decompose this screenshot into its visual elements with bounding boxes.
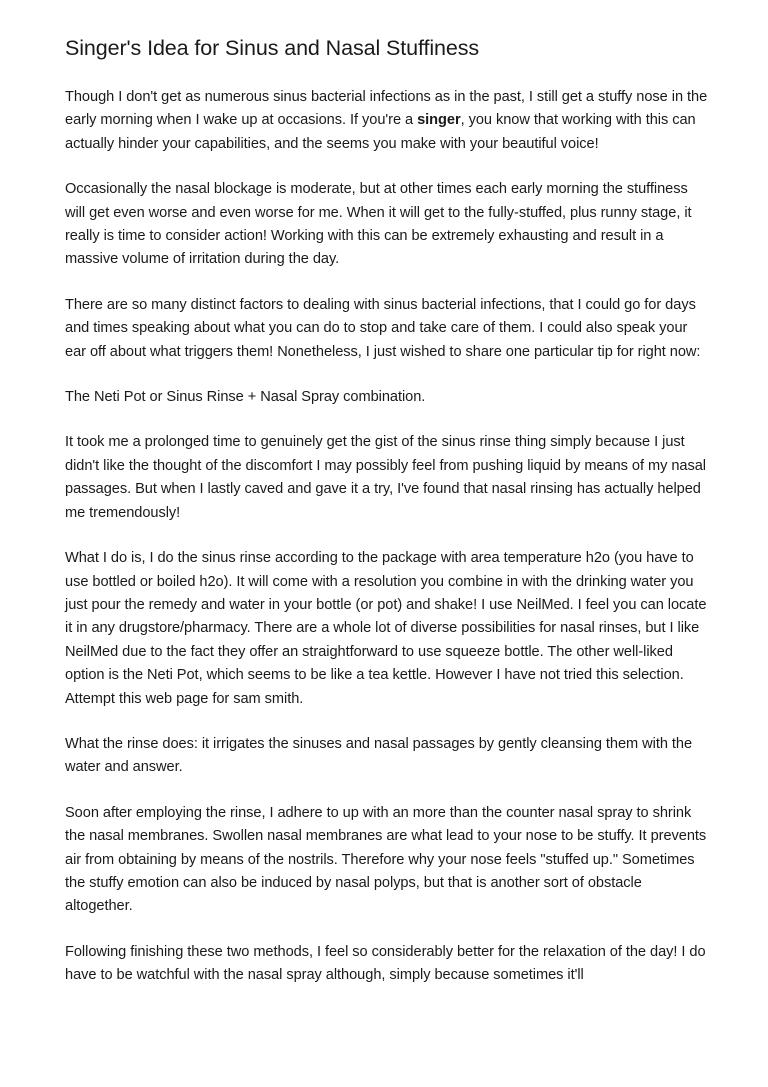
singer-bold-text: singer [417,112,461,129]
paragraph-1-text-after: , you know that working with this can actually hinder your capabilities, and the seems you make with your beautiful voice! [65,112,696,152]
paragraph-4: The Neti Pot or Sinus Rinse + Nasal Spray combination. [65,389,426,406]
paragraph-9: Following finishing these two methods, I feel so considerably better for the relaxation of the day! I do have to be watchful with the nasal spray although, simply because sometimes it'll [65,943,706,984]
paragraph-6: What I do is, I do the sinus rinse according to the package with area temperature h2o (you have to use bottled or boiled h2o). It will come with a resolution you combine in with the drinking water you just pour the remedy and water in your bottle (or pot) and shake! I use NeilMed. I feel you can locate it in any drugstore/pharmacy. There are a whole lot of diverse possibilities for nasal rinses, but I like NeilMed due to the fact they offer an straightforward to use squeeze bottle. The other well-liked option is the Neti Pot, which seems to be like a tea kettle. However I have not tried this selection. Attempt this web page for sam smith. [65,550,707,707]
paragraph-5: It took me a prolonged time to genuinely get the gist of the sinus rinse thing simply because I just didn't like the thought of the discomfort I may possibly feel from pushing liquid by means of my nasal passages. But when I lastly caved and gave it a try, I've found that nasal rinsing has actually helped me tremendously! [65,434,706,521]
paragraph-7: What the rinse does: it irrigates the sinuses and nasal passages by gently cleansing them with the water and answer. [65,735,693,776]
paragraph-1-text-before: Though I don't get as numerous sinus bacterial infections as in the past, I still get a stuffy nose in the early morning when I wake up at occasions. If you're a [65,89,708,129]
paragraph-2: Occasionally the nasal blockage is moderate, but at other times each early morning the stuffiness will get even worse and even worse for me. When it will get to the fully-stuffed, plus runny stage, it really is time to consider action! Working with this can be extremely exhausting and result in a massive volume of irritation during the day. [65,181,692,268]
paragraph-1 [65,86,708,156]
document-title: Singer's Idea for Sinus and Nasal Stuffiness [65,36,480,60]
paragraph-3: There are so many distinct factors to dealing with sinus bacterial infections, that I could go for days and times speaking about what you can do to stop and take care of them. I could also speak your ear off about what triggers them! Nonetheless, I just wished to share one particular tip for right now: [65,296,701,360]
paragraph-8: Soon after employing the rinse, I adhere to up with an more than the counter nasal spray to shrink the nasal membranes. Swollen nasal membranes are what lead to your nose to be stuffy. It prevents air from obtaining by means of the nostrils. Therefore why your nose feels "stuffed up." Sometimes the stuffy emotion can also be induced by nasal polyps, but that is another sort of obstacle altogether. [65,804,707,915]
